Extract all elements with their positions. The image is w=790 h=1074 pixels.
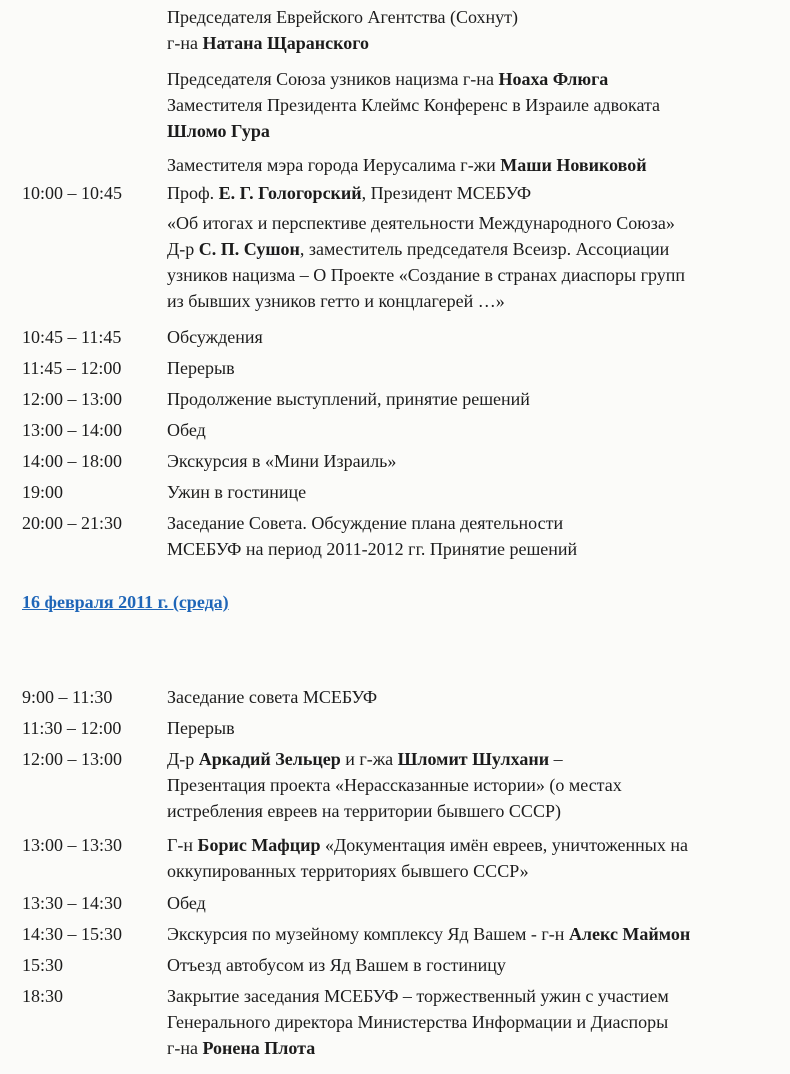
schedule-time: 11:45 – 12:00 bbox=[22, 358, 122, 378]
text-run: Обед bbox=[167, 893, 206, 913]
text-run: – bbox=[549, 749, 563, 769]
entry-description bbox=[167, 417, 787, 443]
person-name: Е. Г. Гологорский bbox=[218, 183, 362, 203]
entry-line bbox=[167, 858, 787, 884]
entry-description bbox=[167, 152, 787, 178]
entry-line bbox=[167, 288, 787, 314]
schedule-time: 12:00 – 13:00 bbox=[22, 389, 123, 409]
schedule-time: 18:30 bbox=[22, 986, 64, 1006]
text-run: Генерального директора Министерства Информации и Диаспоры bbox=[167, 1012, 669, 1032]
text-run: Г-н bbox=[167, 835, 198, 855]
person-name: Аркадий Зельцер bbox=[198, 749, 341, 769]
text-run: Заместителя мэра города Иерусалима г-жи bbox=[167, 155, 501, 175]
entry-line bbox=[167, 324, 787, 350]
entry-description bbox=[167, 479, 787, 505]
schedule-time: 20:00 – 21:30 bbox=[22, 513, 123, 533]
text-run: , заместитель председателя Всеизр. Ассоциации bbox=[299, 239, 670, 259]
entry-line bbox=[167, 30, 787, 56]
text-run: Ужин в гостинице bbox=[167, 482, 307, 502]
text-run: и г-жа bbox=[340, 749, 398, 769]
entry-description bbox=[167, 684, 787, 710]
text-run: Д-р bbox=[167, 239, 199, 259]
schedule-time: 10:45 – 11:45 bbox=[22, 327, 122, 347]
entry-description bbox=[167, 324, 787, 350]
entry-line bbox=[167, 355, 787, 381]
text-run: Продолжение выступлений, принятие решений bbox=[167, 389, 530, 409]
person-name: Борис Мафцир bbox=[197, 835, 321, 855]
schedule-time: 19:00 bbox=[22, 482, 64, 502]
entry-line bbox=[167, 118, 787, 144]
entry-line bbox=[167, 92, 787, 118]
entry-line bbox=[167, 921, 787, 947]
entry-description bbox=[167, 952, 787, 978]
entry-description bbox=[167, 210, 787, 314]
entry-line bbox=[167, 4, 787, 30]
schedule-time: 11:30 – 12:00 bbox=[22, 718, 122, 738]
text-run: Экскурсия по музейному комплексу Яд Вашем - г-н bbox=[167, 924, 569, 944]
entry-line bbox=[167, 746, 787, 772]
schedule-time: 12:00 – 13:00 bbox=[22, 749, 123, 769]
schedule-time: 15:30 bbox=[22, 955, 64, 975]
text-run: узников нацизма – О Проекте «Создание в странах диаспоры групп bbox=[167, 265, 686, 285]
entry-line bbox=[167, 772, 787, 798]
entry-description bbox=[167, 715, 787, 741]
entry-description bbox=[167, 66, 787, 144]
text-run: Проф. bbox=[167, 183, 219, 203]
entry-line bbox=[167, 1009, 787, 1035]
entry-line bbox=[167, 536, 787, 562]
schedule-time: 14:30 – 15:30 bbox=[22, 924, 123, 944]
schedule-time: 14:00 – 18:00 bbox=[22, 451, 123, 471]
entry-line bbox=[167, 890, 787, 916]
entry-line bbox=[167, 952, 787, 978]
text-run: Экскурсия в «Мини Израиль» bbox=[167, 451, 397, 471]
schedule-time: 13:00 – 14:00 bbox=[22, 420, 123, 440]
person-name: Маши Новиковой bbox=[500, 155, 647, 175]
entry-line bbox=[167, 66, 787, 92]
text-run: Закрытие заседания МСЕБУФ – торжественный ужин с участием bbox=[167, 986, 669, 1006]
text-run: Отъезд автобусом из Яд Вашем в гостиницу bbox=[167, 955, 506, 975]
text-run: Заместителя Президента Клеймс Конференс в Израиле адвоката bbox=[167, 95, 661, 115]
entry-line bbox=[167, 210, 787, 236]
entry-description bbox=[167, 746, 787, 824]
text-run: г-на bbox=[167, 1038, 203, 1058]
entry-description bbox=[167, 890, 787, 916]
entry-description bbox=[167, 983, 787, 1061]
text-run: Председателя Союза узников нацизма г-на bbox=[167, 69, 499, 89]
entry-description bbox=[167, 180, 787, 206]
entry-description bbox=[167, 510, 787, 562]
person-name: Шломит Шулхани bbox=[397, 749, 550, 769]
entry-line bbox=[167, 448, 787, 474]
entry-line bbox=[167, 386, 787, 412]
text-run: Д-р bbox=[167, 749, 199, 769]
text-run: г-на bbox=[167, 33, 203, 53]
entry-line bbox=[167, 983, 787, 1009]
entry-description bbox=[167, 386, 787, 412]
entry-line bbox=[167, 1035, 787, 1061]
entry-line bbox=[167, 832, 787, 858]
entry-description bbox=[167, 4, 787, 56]
entry-line bbox=[167, 684, 787, 710]
date-heading-link[interactable]: 16 февраля 2011 г. (среда) bbox=[22, 592, 229, 612]
schedule-time: 13:00 – 13:30 bbox=[22, 835, 123, 855]
entry-description bbox=[167, 832, 787, 884]
text-run: оккупированных территориях бывшего СССР» bbox=[167, 861, 529, 881]
person-name: Натана Щаранского bbox=[202, 33, 369, 53]
text-run: Перерыв bbox=[167, 358, 235, 378]
text-run: МСЕБУФ на период 2011-2012 гг. Принятие решений bbox=[167, 539, 578, 559]
person-name: С. П. Сушон bbox=[198, 239, 300, 259]
person-name: Алекс Маймон bbox=[568, 924, 691, 944]
text-run: «Документация имён евреев, уничтоженных на bbox=[320, 835, 688, 855]
text-run: Обсуждения bbox=[167, 327, 263, 347]
text-run: Перерыв bbox=[167, 718, 235, 738]
text-run: Заседание совета МСЕБУФ bbox=[167, 687, 378, 707]
person-name: Шломо Гура bbox=[167, 121, 270, 141]
schedule-time: 13:30 – 14:30 bbox=[22, 893, 123, 913]
entry-line bbox=[167, 152, 787, 178]
text-run: Председателя Еврейского Агентства (Сохнут) bbox=[167, 7, 519, 27]
entry-line bbox=[167, 236, 787, 262]
text-run: Обед bbox=[167, 420, 206, 440]
entry-line bbox=[167, 180, 787, 206]
text-run: истребления евреев на территории бывшего СССР) bbox=[167, 801, 561, 821]
entry-description bbox=[167, 448, 787, 474]
schedule-time: 9:00 – 11:30 bbox=[22, 687, 113, 707]
person-name: Ноаха Флюга bbox=[498, 69, 609, 89]
entry-line bbox=[167, 715, 787, 741]
entry-description bbox=[167, 921, 787, 947]
entry-line bbox=[167, 479, 787, 505]
entry-line bbox=[167, 798, 787, 824]
text-run: Презентация проекта «Нерассказанные истории» (о местах bbox=[167, 775, 622, 795]
entry-line bbox=[167, 417, 787, 443]
text-run: «Об итогах и перспективе деятельности Международного Союза» bbox=[167, 213, 675, 233]
schedule-time: 10:00 – 10:45 bbox=[22, 183, 123, 203]
entry-description bbox=[167, 355, 787, 381]
text-run: из бывших узников гетто и концлагерей …» bbox=[167, 291, 505, 311]
entry-line bbox=[167, 262, 787, 288]
text-run: , Президент МСЕБУФ bbox=[361, 183, 532, 203]
person-name: Ронена Плота bbox=[202, 1038, 316, 1058]
text-run: Заседание Совета. Обсуждение плана деятельности bbox=[167, 513, 564, 533]
entry-line bbox=[167, 510, 787, 536]
